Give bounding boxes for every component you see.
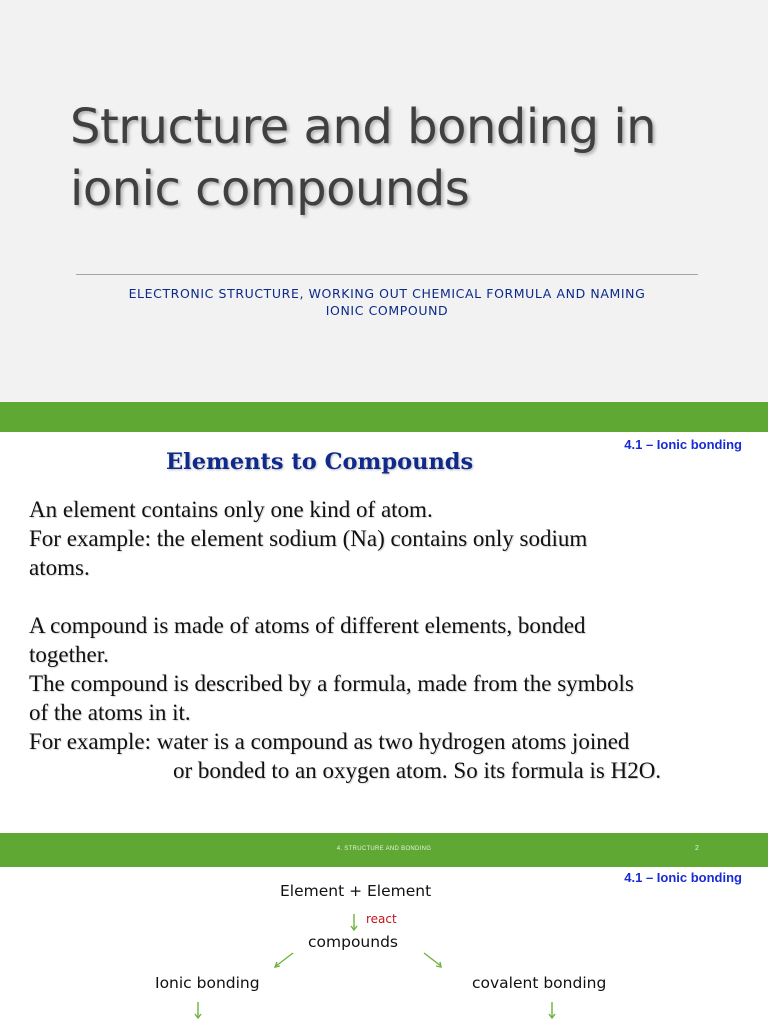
section-tag: 4.1 – Ionic bonding [624, 437, 742, 452]
ionic-down-arrow-icon [195, 1002, 201, 1018]
section-tag-2: 4.1 – Ionic bonding [624, 870, 742, 885]
page-number: 2 [695, 845, 699, 852]
body-line: For example: the element sodium (Na) contains only sodium [29, 526, 588, 551]
subtitle-line-1: ELECTRONIC STRUCTURE, WORKING OUT CHEMICAL FORMULA AND NAMING [128, 286, 646, 301]
body-line: of the atoms in it. [29, 700, 191, 725]
down-right-arrow-icon [424, 953, 441, 967]
down-arrow-icon [351, 914, 357, 930]
react-label: react [366, 912, 397, 926]
body-line: An element contains only one kind of atom. [29, 497, 433, 522]
body-line: For example: water is a compound as two hydrogen atoms joined [29, 729, 630, 754]
body-line: or bonded to an oxygen atom. So its formula is H2O. [173, 758, 662, 783]
element-plus-element: Element + Element [280, 882, 432, 900]
title-line-1: Structure and bonding in [70, 99, 657, 155]
covalent-bonding-label: covalent bonding [472, 974, 607, 992]
subtitle-line-2: IONIC COMPOUND [325, 303, 449, 318]
body-line: together. [29, 642, 109, 667]
title-line-2: ionic compounds [70, 161, 470, 217]
ionic-bonding-label: Ionic bonding [155, 974, 260, 992]
body-line: A compound is made of atoms of different elements, bonded [29, 613, 586, 638]
body-line: The compound is described by a formula, made from the symbols [29, 671, 634, 696]
footer-text: 4. STRUCTURE AND BONDING [336, 846, 432, 852]
slide-heading: Elements to Compounds [166, 449, 474, 475]
covalent-down-arrow-icon [549, 1002, 555, 1018]
down-left-arrow-icon [275, 953, 293, 967]
body-line: atoms. [29, 555, 90, 580]
compounds-label: compounds [308, 933, 398, 951]
